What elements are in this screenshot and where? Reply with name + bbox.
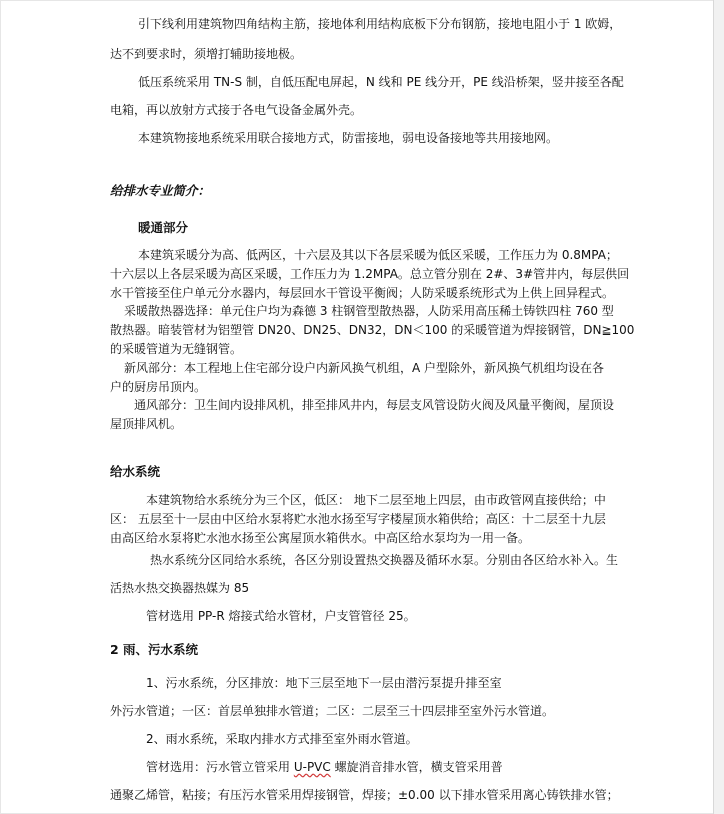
paragraph-line: 管材选用 PP-R 熔接式给水管材，户支管管径 25。 — [146, 609, 416, 623]
paragraph-line: 活热水热交换器热媒为 85 — [110, 581, 250, 595]
paragraph-line: 户的厨房吊顶内。 — [110, 380, 207, 394]
paragraph-line: 屋顶排风机。 — [110, 417, 183, 431]
paragraph-line: 引下线利用建筑物四角结构主筋，接地体利用结构底板下分布钢筋，接地电阻小于 1 欧姆， — [138, 17, 622, 31]
paragraph-line: 电箱，再以放射方式接于各电气设备金属外壳。 — [110, 103, 363, 117]
section-heading: 2 雨、污水系统 — [110, 642, 199, 657]
paragraph-line: 2、雨水系统，采取内排水方式排至室外雨水管道。 — [146, 732, 418, 746]
paragraph-line: 通聚乙烯管，粘接；有压污水管采用焊接钢管，焊接；±0.00 以下排水管采用离心铸铁排水管； — [110, 788, 619, 802]
paragraph-line: 采暖散热器选择：单元住户均为森德 3 柱钢管型散热器，人防采用高压稀土铸铁四柱 760 型 — [124, 304, 614, 318]
section-heading: 给排水专业简介： — [110, 183, 211, 198]
paragraph-line: 十六层以上各层采暖为高区采暖，工作压力为 1.2MPA。总立管分别在 2#、3#管井内，每层供回 — [110, 267, 630, 281]
spellcheck-flagged-word: U-PVC — [293, 760, 331, 774]
paragraph-line: 的采暖管道为无缝钢管。 — [110, 342, 243, 356]
paragraph-line: 低压系统采用 TN-S 制，自低压配电屏起，N 线和 PE 线分开，PE 线沿桥架，竖井接至各配 — [138, 75, 624, 89]
paragraph-line: 外污水管道；一区：首层单独排水管道；二区：二层至三十四层排至室外污水管道。 — [110, 704, 555, 718]
paragraph-line: 达不到要求时，须增打辅助接地极。 — [110, 47, 303, 61]
paragraph-line: 1、污水系统，分区排放：地下三层至地下一层由潜污泵提升排至室 — [146, 676, 502, 690]
paragraph-line: 本建筑采暖分为高、低两区，十六层及其以下各层采暖为低区采暖，工作压力为 0.8MPA； — [138, 248, 618, 262]
text-run: 螺旋消音排水管，横支管采用普 — [330, 760, 503, 774]
subsection-heading: 暖通部分 — [138, 220, 189, 235]
paragraph-line: 由高区给水泵将贮水池水扬至公寓屋顶水箱供水。中高区给水泵均为一用一备。 — [110, 531, 531, 545]
paragraph-line: 水干管接至住户单元分水器内，每层回水干管设平衡阀；人防采暖系统形式为上供上回异程式。 — [110, 286, 615, 300]
text-run: 管材选用：污水管立管采用 — [146, 760, 294, 774]
paragraph-line: 散热器。暗装管材为铝塑管 DN20、DN25、DN32，DN＜100 的采暖管道为焊接钢管，DN≧100 — [110, 323, 635, 337]
paragraph-line: 新风部分：本工程地上住宅部分设户内新风换气机组，A 户型除外，新风换气机组均设在各 — [124, 361, 605, 375]
paragraph-line: 热水系统分区同给水系统，各区分别设置热交换器及循环水泵。分别由各区给水补入。生 — [150, 553, 619, 567]
section-heading: 给水系统 — [110, 464, 161, 479]
paragraph-line: 通风部分：卫生间内设排风机，排至排风井内，每层支风管设防火阀及风量平衡阀，屋顶设 — [134, 398, 615, 412]
paragraph-line: 区： 五层至十一层由中区给水泵将贮水池水扬至写字楼屋顶水箱供给；高区：十二层至十九层 — [110, 512, 606, 526]
paragraph-line: 本建筑物给水系统分为三个区，低区： 地下二层至地上四层，由市政管网直接供给；中 — [146, 493, 606, 507]
paragraph-line: 本建筑物接地系统采用联合接地方式，防雷接地，弱电设备接地等共用接地网。 — [138, 131, 559, 145]
page-edge — [713, 0, 724, 814]
paragraph-line — [146, 758, 678, 775]
